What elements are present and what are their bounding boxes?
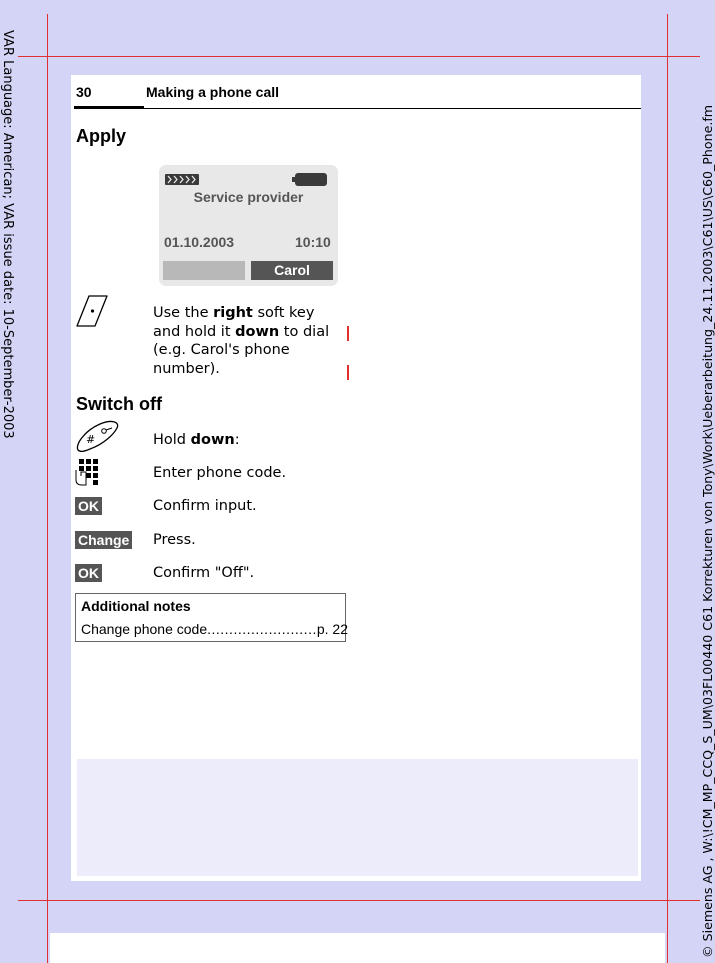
section-title-switch-off: Switch off bbox=[76, 394, 162, 414]
footer-area bbox=[77, 759, 638, 876]
crop-guide-bottom bbox=[18, 900, 700, 901]
notes-entry: Change phone code.........................p. 22 bbox=[81, 621, 348, 637]
ok-key-label: OK bbox=[75, 497, 102, 515]
ok-key-label: OK bbox=[75, 564, 102, 582]
keypad-icon bbox=[75, 458, 105, 486]
step-confirm-off: Confirm "Off". bbox=[153, 565, 255, 581]
change-bar bbox=[347, 326, 349, 341]
phone-display bbox=[159, 165, 338, 286]
notes-title: Additional notes bbox=[81, 598, 191, 614]
side-text-left: VAR Language: American; VAR issue date: 10-September-2003 bbox=[0, 30, 15, 439]
provider-name: Service provider bbox=[193, 189, 304, 205]
section-title-apply: Apply bbox=[76, 126, 127, 146]
next-page-edge bbox=[50, 933, 665, 963]
step-enter-code: Enter phone code. bbox=[153, 465, 287, 481]
crop-guide-top bbox=[18, 56, 700, 57]
crop-guide-left bbox=[47, 14, 48, 963]
step-hold-down: Hold down: bbox=[153, 432, 240, 448]
header-title: Making a phone call bbox=[146, 84, 280, 100]
display-time: 10:10 bbox=[295, 234, 331, 250]
change-key-label: Change bbox=[75, 531, 132, 549]
change-bar bbox=[347, 365, 349, 380]
manual-page bbox=[71, 75, 641, 881]
step-confirm-input: Confirm input. bbox=[153, 498, 257, 514]
step-press: Press. bbox=[153, 532, 196, 548]
header-rule bbox=[74, 108, 641, 109]
side-text-right: © Siemens AG , W:\!CM_MP_CCQ_S_UM\03FL00440 C61 Korrekturen von Tony\Work\Ueberarbeitung_24.11.2003\C61\US\C60_Phone.fm bbox=[700, 104, 715, 958]
signal-chevrons-icon bbox=[165, 174, 199, 185]
page-number: 30 bbox=[76, 84, 92, 100]
display-date: 01.10.2003 bbox=[164, 234, 235, 250]
right-softkey-label: Carol bbox=[251, 261, 333, 280]
crop-guide-right bbox=[667, 14, 668, 963]
apply-instruction: Use the right soft key and hold it down to dial (e.g. Carol's phone number). bbox=[153, 305, 330, 377]
hash-key-icon bbox=[74, 419, 120, 453]
svg-text:#: # bbox=[86, 433, 96, 446]
additional-notes-box bbox=[75, 593, 346, 642]
left-softkey-label bbox=[163, 261, 245, 280]
right-softkey-icon bbox=[75, 294, 109, 328]
battery-icon bbox=[295, 173, 327, 186]
